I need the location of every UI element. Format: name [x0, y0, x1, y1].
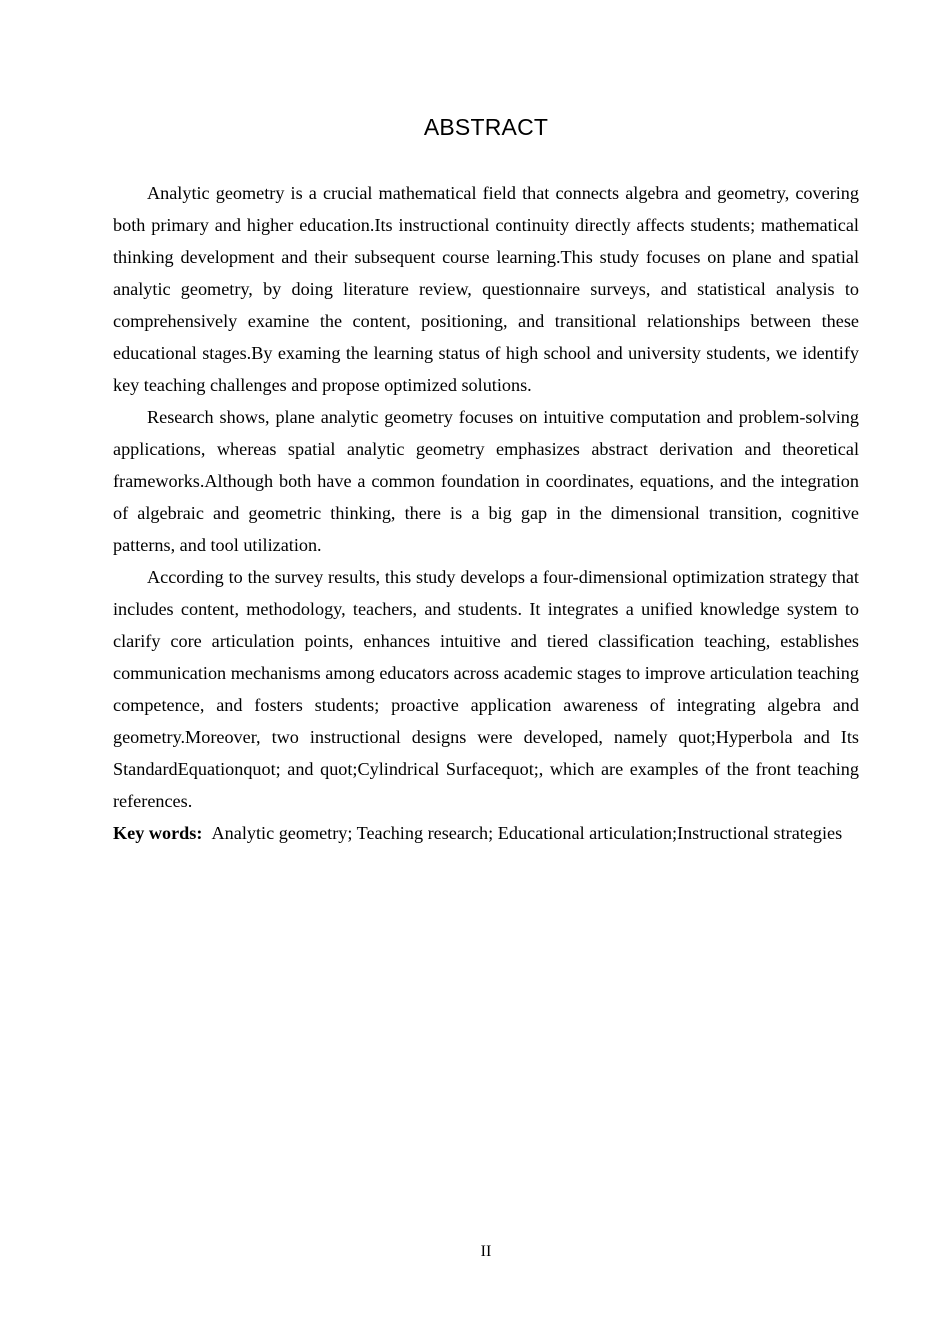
keywords-label: Key words:: [113, 823, 203, 843]
keywords-text: Analytic geometry; Teaching research; Educational articulation;Instructional strategies: [211, 823, 843, 843]
page-number: II: [480, 1243, 492, 1260]
keywords-line: [113, 817, 859, 849]
abstract-paragraph-1: Analytic geometry is a crucial mathematical field that connects algebra and geometry, covering both primary and higher education.Its instructional continuity directly affects students; mathematical thinking development and their subsequent course learning.This study focuses on plane and spatial analytic geometry, by doing literature review, questionnaire surveys, and statistical analysis to comprehensively examine the content, positioning, and transitional relationships between these educational stages.By examing the learning status of high school and university students, we identify key teaching challenges and propose optimized solutions.: [113, 183, 859, 395]
abstract-title: ABSTRACT: [423, 114, 549, 140]
abstract-body: [113, 177, 859, 849]
abstract-paragraph-2: Research shows, plane analytic geometry focuses on intuitive computation and problem-solving applications, whereas spatial analytic geometry emphasizes abstract derivation and theoretical frameworks.Although both have a common foundation in coordinates, equations, and the integration of algebraic and geometric thinking, there is a big gap in the dimensional transition, cognitive patterns, and tool utilization.: [113, 407, 859, 555]
abstract-paragraph-3: According to the survey results, this study develops a four-dimensional optimization strategy that includes content, methodology, teachers, and students. It integrates a unified knowledge system to clarify core articulation points, enhances intuitive and tiered classification teaching, establishes communication mechanisms among educators across academic stages to improve articulation teaching competence, and fosters students; proactive application awareness of integrating algebra and geometry.Moreover, two instructional designs were developed, namely quot;Hyperbola and Its StandardEquationquot; and quot;Cylindrical Surfacequot;, which are examples of the front teaching references.: [113, 567, 859, 811]
